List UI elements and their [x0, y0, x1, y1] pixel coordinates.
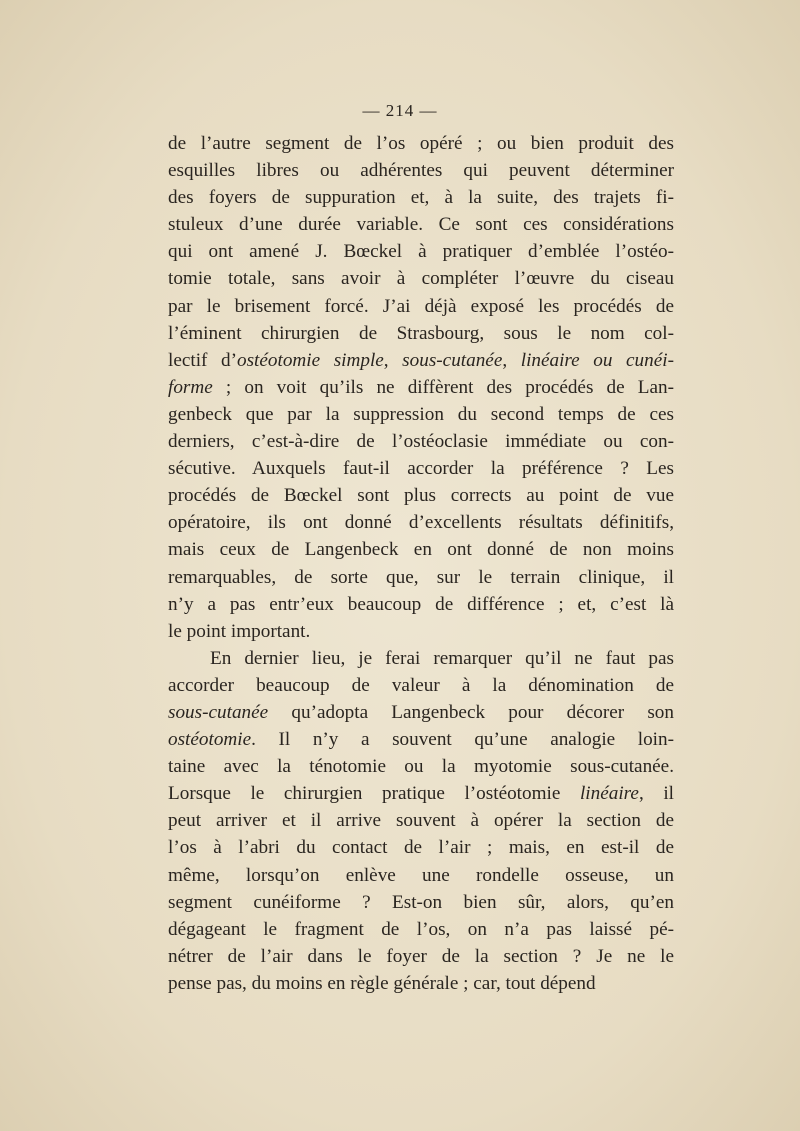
text-line	[168, 130, 674, 157]
text-segment: tomie totale, sans avoir à compléter l’œuvre du ciseau	[168, 268, 674, 290]
paragraph	[168, 130, 674, 645]
text-segment: mais ceux de Langenbeck en ont donné de non moins	[168, 539, 674, 561]
text-segment: esquilles libres ou adhérentes qui peuvent déterminer	[168, 160, 674, 182]
paragraph	[168, 645, 674, 997]
text-line	[168, 265, 674, 292]
text-segment: qui ont amené J. Bœckel à pratiquer d’emblée l’ostéo-	[168, 241, 674, 263]
text-segment: remarquables, de sorte que, sur le terrain clinique, il	[168, 566, 674, 588]
text-line	[168, 753, 674, 780]
text-line	[168, 916, 674, 943]
italic-text: ostéotomie	[168, 729, 252, 751]
text-line	[168, 428, 674, 455]
text-segment: n’y a pas entr’eux beaucoup de différence ; et, c’est là	[168, 593, 674, 615]
text-segment: le point important.	[168, 620, 311, 642]
text-segment: l’os à l’abri du contact de l’air ; mais, en est-il de	[168, 837, 674, 859]
text-line	[168, 862, 674, 889]
text-segment: En dernier lieu, je ferai remarquer qu’il ne faut pas	[210, 647, 674, 669]
text-line	[168, 536, 674, 563]
text-line	[168, 211, 674, 238]
body-text	[168, 130, 674, 997]
text-segment: pense pas, du moins en règle générale ; car, tout dépend	[168, 972, 596, 994]
text-segment: procédés de Bœckel sont plus corrects au point de vue	[168, 485, 674, 507]
text-line	[168, 293, 674, 320]
text-segment: ,	[502, 349, 521, 371]
text-line	[168, 184, 674, 211]
text-segment: lectif d’	[168, 349, 237, 371]
text-segment: sécutive. Auxquels faut-il accorder la préférence ? Les	[168, 458, 674, 480]
text-segment: ; on voit qu’ils ne diffèrent des procédés de Lan-	[212, 376, 674, 398]
italic-text: linéaire ou cunéi-	[520, 349, 674, 371]
text-segment: dégageant le fragment de l’os, on n’a pas laissé pé-	[168, 918, 674, 940]
text-segment: nétrer de l’air dans le foyer de la section ? Je ne le	[168, 945, 674, 967]
text-line	[168, 672, 674, 699]
text-line	[168, 455, 674, 482]
text-line	[168, 618, 674, 645]
text-line	[168, 509, 674, 536]
text-line	[168, 943, 674, 970]
text-segment: stuleux d’une durée variable. Ce sont ces considérations	[168, 214, 674, 236]
text-line	[168, 238, 674, 265]
page-number: — 214 —	[362, 101, 438, 120]
text-line	[168, 157, 674, 184]
text-line	[168, 699, 674, 726]
italic-text: sous-cutanée	[402, 349, 503, 371]
text-line	[168, 889, 674, 916]
text-line	[168, 374, 674, 401]
text-line	[168, 645, 674, 672]
text-segment: même, lorsqu’on enlève une rondelle osseuse, un	[168, 864, 674, 886]
text-segment: l’éminent chirurgien de Strasbourg, sous le nom col-	[168, 322, 674, 344]
italic-text: ostéotomie simple	[236, 349, 384, 371]
text-line	[168, 591, 674, 618]
text-line	[168, 970, 674, 997]
italic-text: sous-cutanée	[168, 701, 269, 723]
text-segment: peut arriver et il arrive souvent à opérer la section de	[168, 810, 674, 832]
text-segment: , il	[638, 783, 674, 805]
text-line	[168, 482, 674, 509]
text-segment: taine avec la ténotomie ou la myotomie sous-cutanée.	[168, 756, 674, 778]
text-line	[168, 726, 674, 753]
text-line	[168, 807, 674, 834]
text-line	[168, 780, 674, 807]
text-segment: accorder beaucoup de valeur à la dénomination de	[168, 674, 674, 696]
text-segment: segment cunéiforme ? Est-on bien sûr, alors, qu’en	[168, 891, 674, 913]
text-segment: derniers, c’est-à-dire de l’ostéoclasie immédiate ou con-	[168, 431, 674, 453]
text-segment: genbeck que par la suppression du second temps de ces	[168, 403, 674, 425]
text-segment: ,	[383, 349, 403, 371]
text-line	[168, 564, 674, 591]
text-segment: qu’adopta Langenbeck pour décorer son	[268, 701, 674, 723]
text-segment: de l’autre segment de l’os opéré ; ou bien produit des	[168, 133, 674, 154]
text-line	[168, 320, 674, 347]
text-segment: par le brisement forcé. J’ai déjà exposé les procédés de	[168, 295, 674, 317]
text-line	[168, 401, 674, 428]
text-segment: des foyers de suppuration et, à la suite, des trajets fi-	[168, 187, 674, 209]
italic-text: forme	[168, 376, 213, 398]
text-segment: opératoire, ils ont donné d’excellents résultats définitifs,	[168, 512, 674, 534]
text-line	[168, 347, 674, 374]
text-segment: Lorsque le chirurgien pratique l’ostéotomie	[168, 783, 580, 805]
text-segment: . Il n’y a souvent qu’une analogie loin-	[251, 729, 674, 751]
italic-text: linéaire	[579, 783, 639, 805]
text-line	[168, 834, 674, 861]
